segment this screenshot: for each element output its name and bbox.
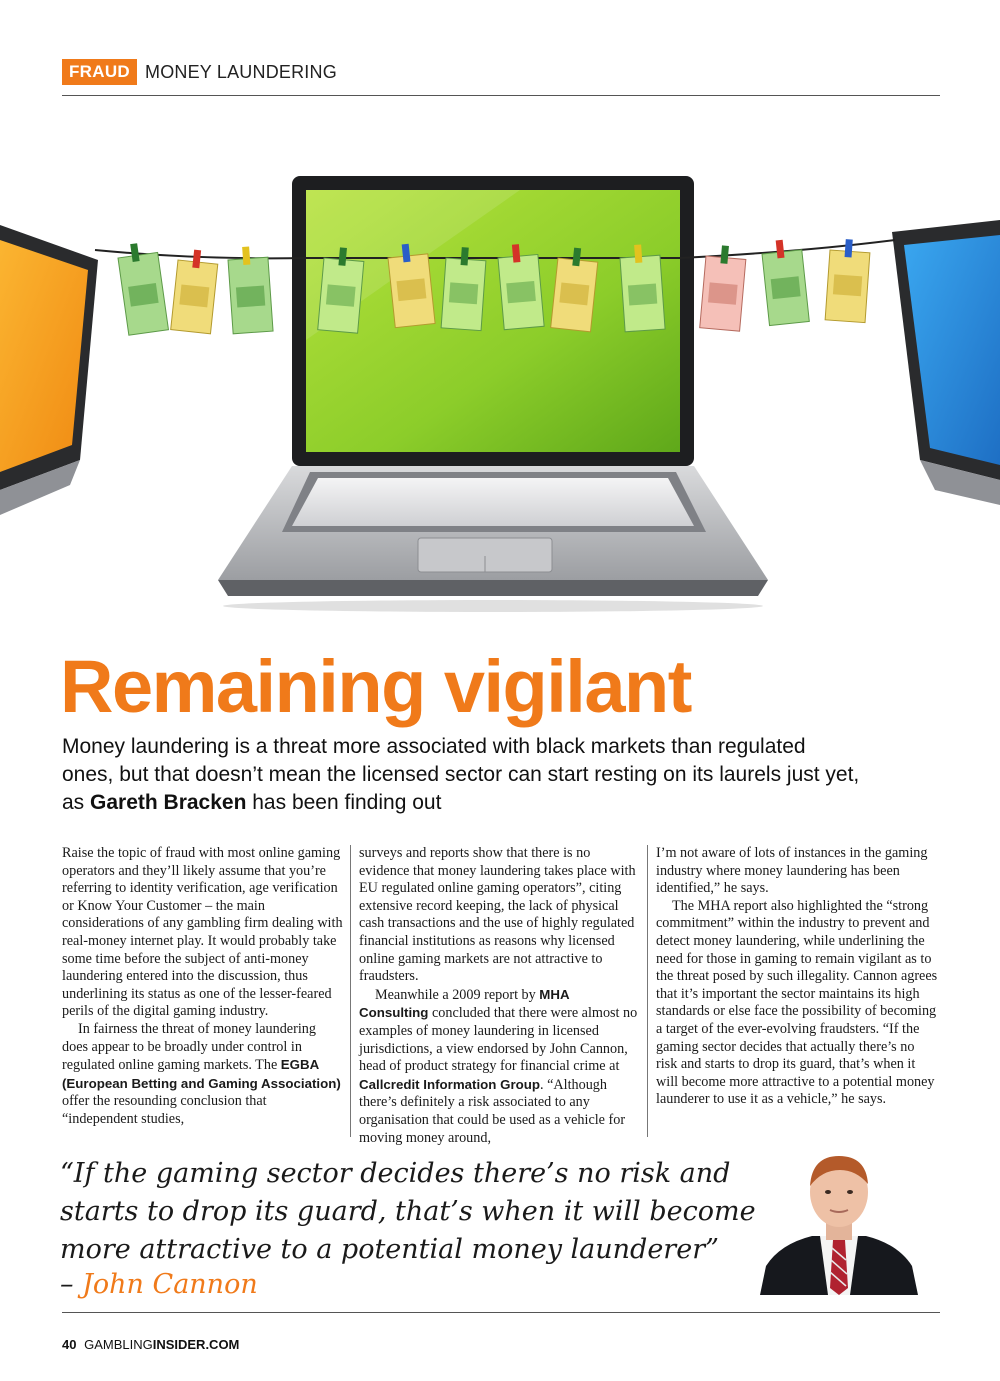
publication-name	[84, 1337, 239, 1352]
column-divider	[350, 845, 351, 1137]
paragraph: I’m not aware of lots of instances in the gaming industry where money laundering has been identified,” he says.	[656, 845, 928, 897]
paragraph: surveys and reports show that there is no evidence that money laundering takes place with EU regulated online gaming operators”, citing extensive record keeping, the lack of physical cash transactions and the use of highly regulated financial institutions as reasons why licensed online gaming markets are not attractive to fraudsters.	[359, 845, 636, 985]
portrait-photo	[760, 1148, 918, 1295]
standfirst-end: has been finding out	[246, 791, 442, 814]
organisation-name: Callcredit Information Group	[359, 1076, 540, 1092]
paragraph	[62, 1021, 344, 1129]
publication-name-plain: GAMBLING	[84, 1337, 153, 1352]
author-name: Gareth Bracken	[90, 791, 247, 814]
paragraph-text: concluded that there were almost no examples of money laundering in licensed jurisdictions, a view endorsed by John Cannon, head of product strategy for financial crime at	[359, 1005, 638, 1075]
section-title: MONEY LAUNDERING	[145, 61, 337, 82]
paragraph	[359, 986, 641, 1147]
body-column-1	[62, 845, 344, 1129]
paragraph-text: offer the resounding conclusion that “independent studies,	[62, 1093, 267, 1127]
paragraph-text: . “Although there’s definitely a risk associated to any organisation that could be used as a vehicle for moving money around,	[359, 1076, 626, 1146]
paragraph-text: In fairness the threat of money laundering does appear to be broadly under control in regulated online gaming markets. The	[62, 1020, 316, 1074]
standfirst	[62, 733, 862, 817]
standfirst-text: Money laundering is a threat more associated with black markets than regulated ones, but that doesn’t mean the licensed sector can start resting on its laurels just yet, as	[62, 735, 860, 814]
center-laptop	[218, 176, 768, 612]
hero-illustration	[0, 160, 1000, 630]
paragraph: The MHA report also highlighted the “strong commitment” within the industry to prevent and detect money laundering, while underlining the need for those in gaming to remain vigilant as to the threat posed by such illegality. Cannon agrees that it’s important the sector maintains its high standards or else face the possibility of becoming a target of the ever-evolving fraudsters. “If the gaming sector decides that actually there’s no risk and starts to drop its guard, that’s when it will become more attractive to a potential money launderer to use it as a vehicle,” he says.	[656, 897, 938, 1108]
organisation-name: EGBA (European Betting and Gaming Association)	[62, 1057, 341, 1091]
right-laptop	[892, 220, 1000, 505]
attribution-dash: –	[60, 1269, 83, 1300]
page-footer	[62, 1337, 239, 1352]
footer-divider	[62, 1312, 940, 1313]
pull-quote: “If the gaming sector decides there’s no risk and starts to drop its guard, that’s when it will become more attractive to a potential money launderer”	[60, 1158, 756, 1265]
paragraph: Raise the topic of fraud with most online gaming operators and they’ll likely assume that you’re referring to identity verification, age verification or Know Your Customer – the main considerations of any gambling firm dealing with real-money internet play. It would probably take some time before the subject of anti-money laundering entered into the discussion, thus underlining its status as one of the lesser-feared perils of the digital gaming industry.	[62, 845, 343, 1020]
section-tag: FRAUD	[62, 59, 137, 85]
paragraph-text: Meanwhile a 2009 report by	[375, 986, 540, 1003]
section-header	[62, 58, 337, 86]
body-column-3	[656, 845, 938, 1109]
left-laptop	[0, 225, 98, 515]
quote-attribution	[60, 1267, 258, 1303]
headline: Remaining vigilant	[60, 645, 691, 728]
header-divider	[62, 95, 940, 96]
organisation-name: MHA Consulting	[359, 986, 570, 1021]
column-divider	[647, 845, 648, 1137]
body-column-2	[359, 845, 641, 1147]
attribution-name: John Cannon	[82, 1269, 258, 1300]
page-number: 40	[62, 1337, 77, 1352]
publication-name-bold: INSIDER.COM	[152, 1337, 240, 1352]
